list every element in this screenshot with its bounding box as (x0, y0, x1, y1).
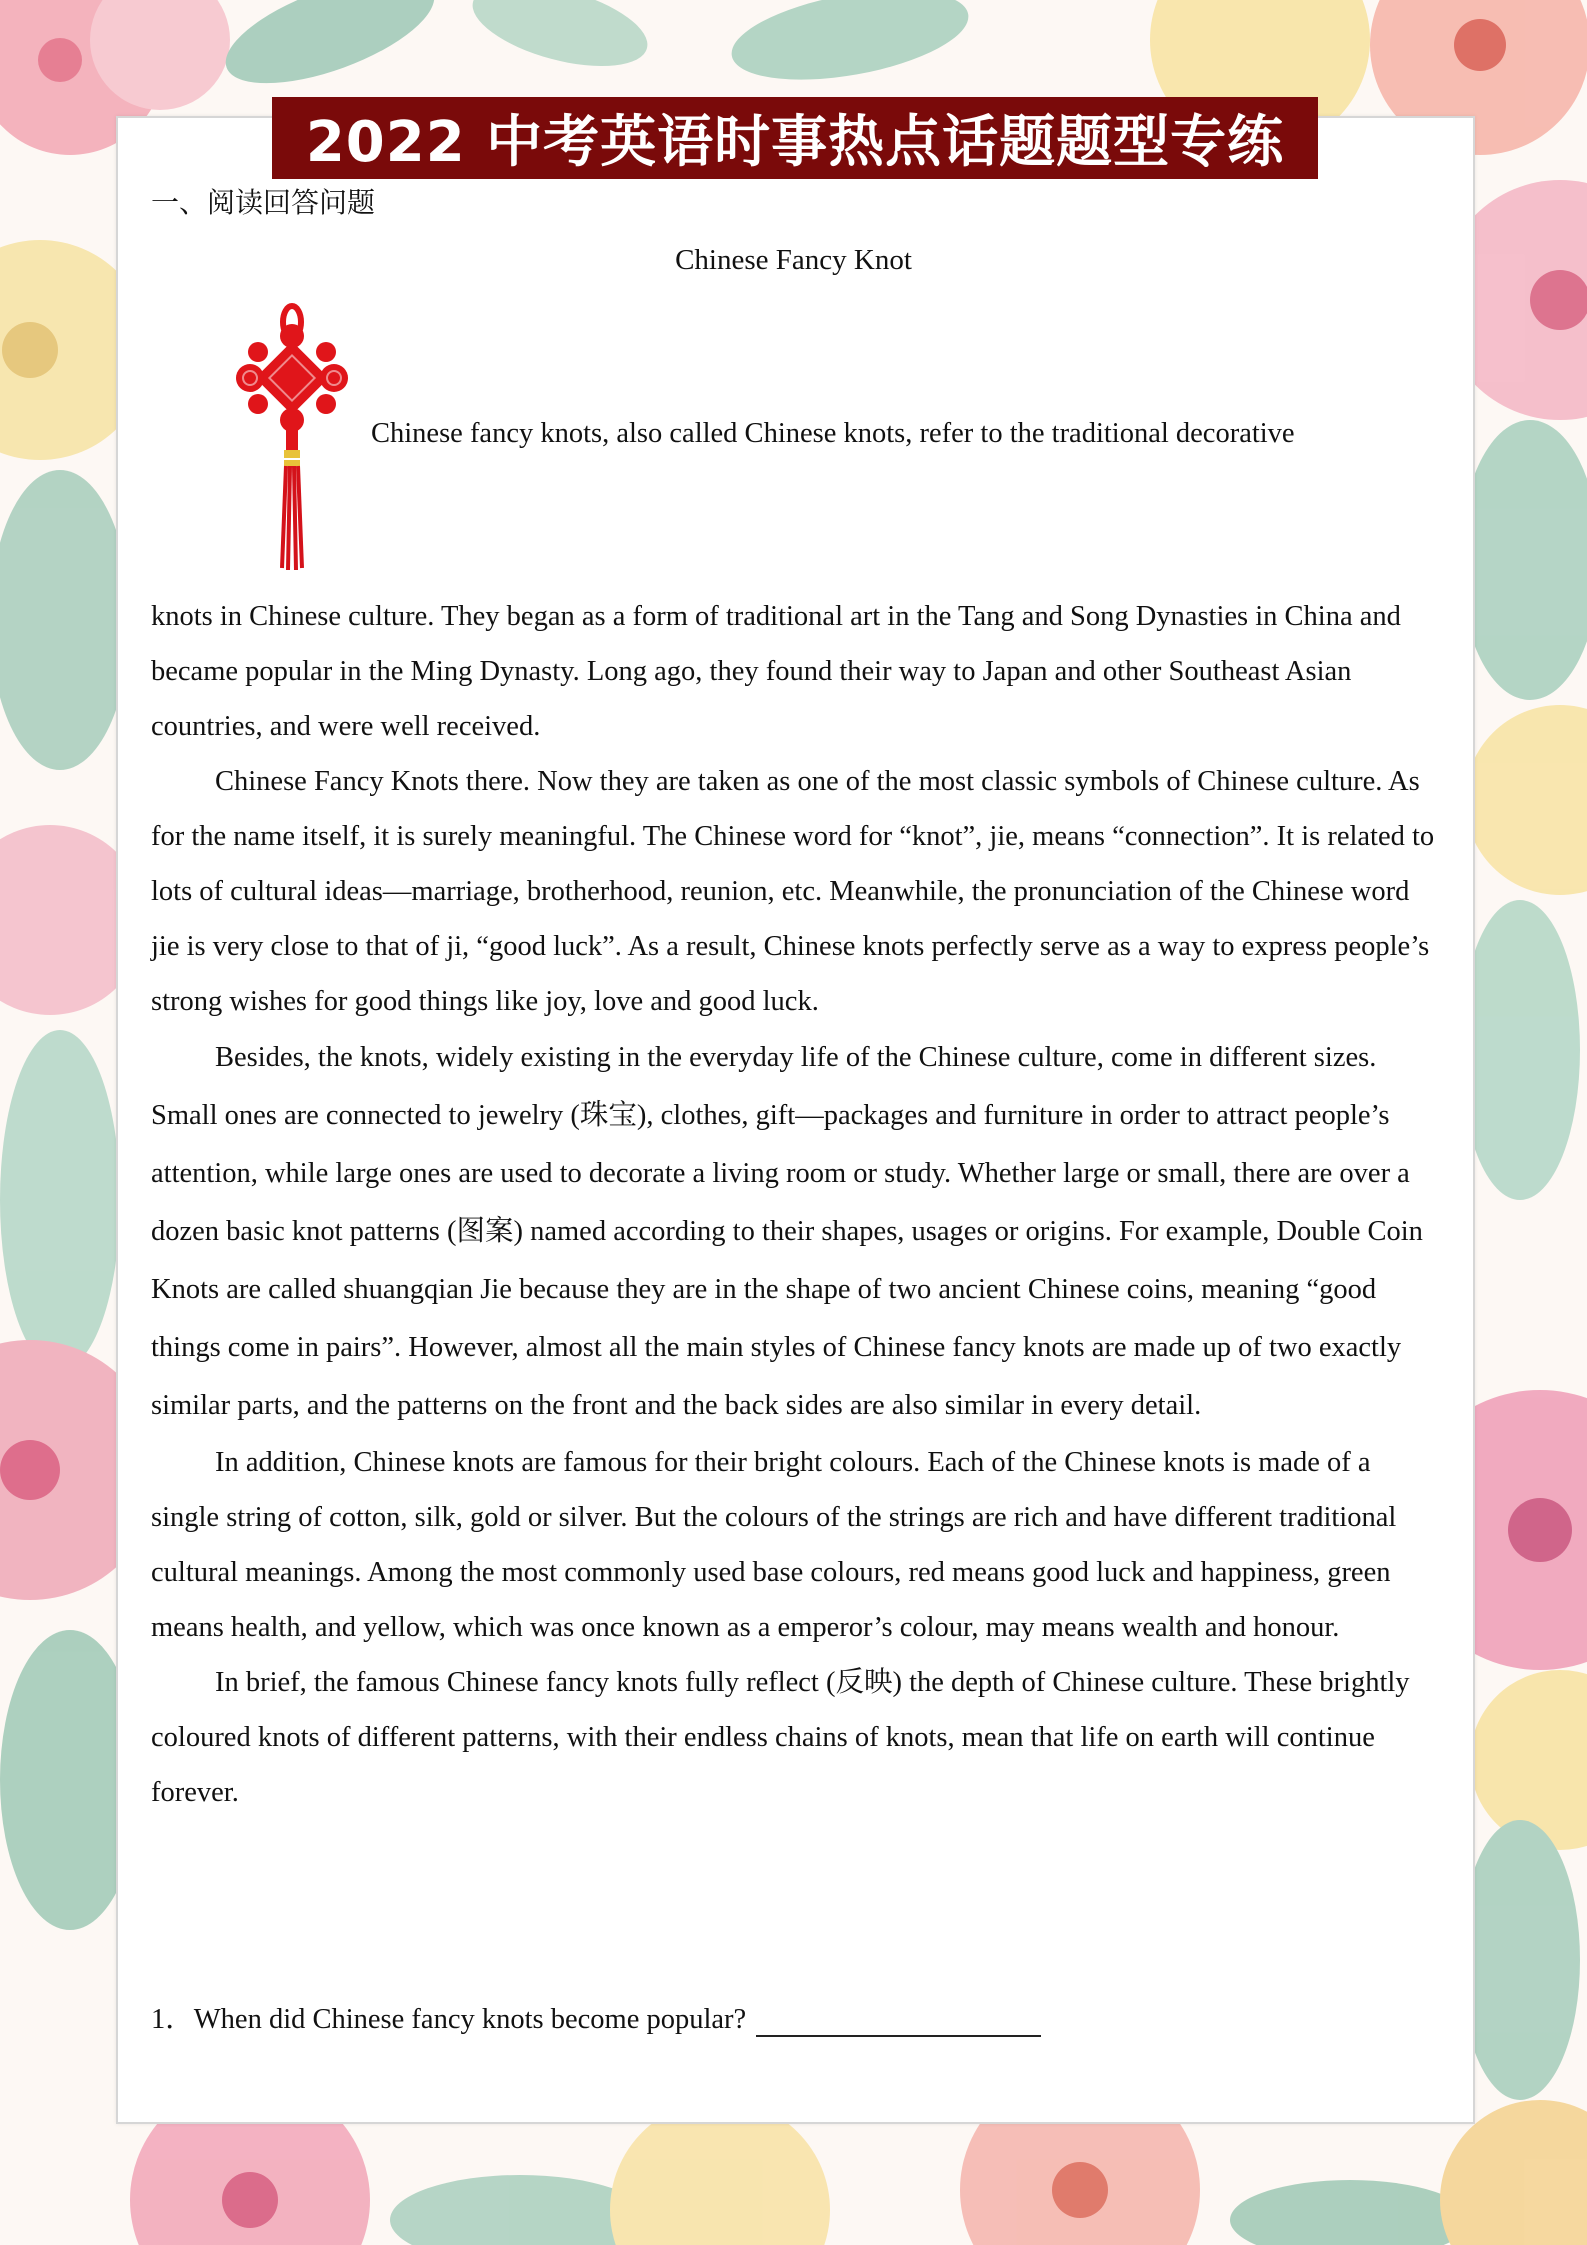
question-1 (151, 1996, 1041, 2037)
article-title: Chinese Fancy Knot (675, 244, 912, 276)
paragraph-5: In brief, the famous Chinese fancy knots fully reflect (反映) the depth of Chinese culture. These brightly coloured knots of different patterns, with their endless chains of knots, mean that life on earth will continue forever. (151, 1667, 1410, 1808)
chinese-knot-icon (228, 300, 362, 572)
section-heading: 一、阅读回答问题 (151, 186, 376, 219)
answer-blank[interactable] (756, 2005, 1041, 2037)
paragraph-2: Chinese Fancy Knots there. Now they are taken as one of the most classic symbols of Chinese culture. As for the name itself, it is surely meaningful. The Chinese word for “knot”, jie, means “connection”. It is related to lots of cultural ideas—marriage, brotherhood, reunion, etc. Meanwhile, the pronunciation of the Chinese word jie is very close to that of ji, “good luck”. As a result, Chinese knots perfectly serve as a way to express people’s strong wishes for good things like joy, love and good luck. (151, 766, 1435, 1017)
question-text: When did Chinese fancy knots become popular? (193, 2004, 747, 2035)
paragraph-1: knots in Chinese culture. They began as a form of traditional art in the Tang and Song Dynasties in China and became popular in the Ming Dynasty. Long ago, they found their way to Japan and other Southeast Asian countries, and were well received. (151, 601, 1401, 742)
page-title: 2022 中考英语时事热点话题题型专练 (272, 97, 1318, 179)
paragraph-first-line: Chinese fancy knots, also called Chinese knots, refer to the traditional decorative (371, 418, 1295, 449)
article-body (151, 589, 1435, 1820)
paragraph-4: In addition, Chinese knots are famous for their bright colours. Each of the Chinese knots is made of a single string of cotton, silk, gold or silver. But the colours of the strings are rich and have different traditional cultural meanings. Among the most commonly used base colours, red means good luck and happiness, green means health, and yellow, which was once known as a emperor’s colour, may means wealth and honour. (151, 1447, 1397, 1643)
question-number: 1． (151, 2004, 194, 2035)
paragraph-3: Besides, the knots, widely existing in the everyday life of the Chinese culture, come in different sizes. Small ones are connected to jewelry (珠宝), clothes, gift—packages and furniture in order to attract people’s attention, while large ones are used to decorate a living room or study. Whether large or small, there are over a dozen basic knot patterns (图案) named according to their shapes, usages or origins. For example, Double Coin Knots are called shuangqian Jie because they are in the shape of two ancient Chinese coins, meaning “good things come in pairs”. However, almost all the main styles of Chinese fancy knots are made up of two exactly similar parts, and the patterns on the front and the back sides are also similar in every detail. (151, 1042, 1423, 1421)
